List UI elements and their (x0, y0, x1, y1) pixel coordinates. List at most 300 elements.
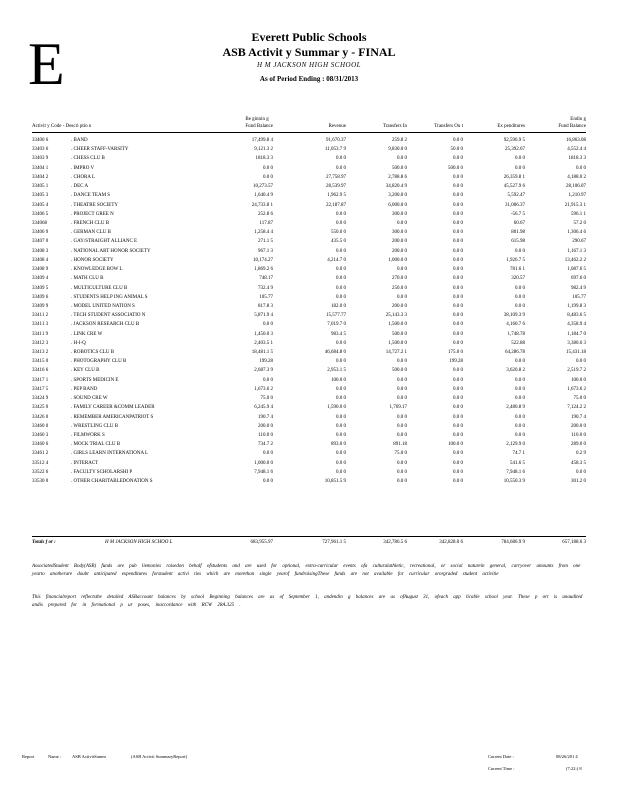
activity-code: 33412 3 (32, 340, 49, 346)
beginning-balance: 9,121.3 2 (254, 147, 273, 153)
transfers-in: 200.0 0 (392, 303, 407, 309)
transfers-in: 500.0 0 (392, 368, 407, 374)
beginning-balance: 0.0 0 (263, 451, 273, 457)
revenue: 0.0 0 (336, 285, 346, 291)
ending-balance: 4,188.0 2 (567, 174, 586, 180)
table-row (0, 394, 618, 403)
beginning-balance: 252.8 6 (258, 211, 273, 217)
beginning-balance: 1818.3 3 (255, 156, 273, 162)
activity-description: . SPORTS MEDICIN E (71, 377, 119, 383)
transfers-out: 0.0 0 (453, 433, 463, 438)
transfers-in: 0.0 0 (397, 156, 407, 162)
transfers-in: 1,500.0 0 (388, 340, 407, 346)
transfers-out: 0.0 0 (453, 174, 463, 180)
transfers-out: 0.0 0 (453, 156, 463, 162)
ending-balance: 190.7 4 (571, 414, 586, 420)
expenditures: 7,948.1 6 (506, 469, 525, 475)
beginning-balance: 1,258.4 4 (254, 230, 273, 236)
activity-code: 33408 3 (32, 248, 49, 254)
table-row (0, 247, 618, 256)
activity-description: . FACULTY SCHOLARSHI P (71, 469, 133, 475)
activity-code: 33416 6 (32, 368, 49, 374)
activity-description: . STUDENTS HELP ING ANIMAL S (71, 294, 148, 300)
table-row (0, 459, 618, 468)
totals-beginning: 683,955.97 (250, 540, 273, 545)
table-row (0, 403, 618, 412)
transfers-out: 0.0 0 (453, 396, 463, 402)
revenue: 0.0 0 (336, 294, 346, 300)
transfers-in: 0.0 0 (397, 294, 407, 300)
expenditures: 60.67 (513, 220, 525, 226)
activity-table (0, 136, 618, 486)
ending-balance: 4,552.4 4 (567, 147, 586, 153)
ending-balance: 1,184.7 0 (567, 331, 586, 337)
revenue: 4,214.7 0 (327, 257, 346, 263)
ending-balance: 57.2 0 (573, 220, 586, 226)
revenue: 10,851.5 9 (324, 479, 346, 485)
expenditures: 64,286.78 (505, 350, 525, 356)
activity-code: 33408 4 (32, 257, 49, 263)
revenue: 0.0 0 (336, 220, 346, 226)
activity-description: . CHORA L (71, 174, 96, 180)
expenditures: 1,748.78 (507, 331, 525, 337)
beginning-balance: 0.0 0 (263, 479, 273, 485)
table-row (0, 348, 618, 357)
transfers-in: 25,143.3 3 (385, 313, 407, 319)
expenditures: 25,392.67 (505, 147, 525, 153)
expenditures: 5,592.47 (507, 193, 525, 199)
totals-revenue: 727,961.1 5 (322, 540, 346, 545)
table-row (0, 468, 618, 477)
table-row (0, 145, 618, 154)
transfers-out: 0.0 0 (453, 303, 463, 309)
revenue: 0.0 0 (336, 248, 346, 254)
transfers-in: 500.0 0 (392, 165, 407, 171)
table-row (0, 311, 618, 320)
activity-description: . THEATRE SOCIETY (71, 202, 118, 208)
activity-code: 33530 0 (32, 479, 49, 485)
ending-balance: 3,380.6 3 (567, 340, 586, 346)
expenditures: 0.0 0 (515, 386, 525, 392)
revenue: 2,953.1 5 (327, 368, 346, 374)
period-ending: As of Period Ending : 08/31/2013 (259, 75, 359, 83)
activity-description: . ROBOTICS CLU B (71, 350, 115, 356)
revenue: 28,539.97 (326, 184, 346, 190)
revenue: 7,019.7 0 (327, 322, 346, 328)
revenue: 435.5 0 (331, 239, 346, 245)
beginning-balance: 817.8 3 (258, 303, 273, 309)
revenue: 15,577.77 (326, 313, 346, 319)
ending-balance: 596.1 1 (571, 211, 586, 217)
totals-expenditures: 784,686.9 9 (501, 540, 525, 545)
activity-code: 33460 0 (32, 423, 49, 429)
ending-balance: 1,210.97 (568, 193, 586, 199)
expenditures: 0.0 0 (515, 414, 525, 420)
ending-balance: 1,306.4 6 (567, 230, 586, 236)
activity-description: . HONOR SOCIETY (71, 257, 114, 263)
transfers-in: 0.0 0 (397, 423, 407, 429)
ending-balance: 75.0 0 (573, 396, 586, 402)
expenditures: 0.0 0 (515, 248, 525, 254)
revenue: 0.0 0 (336, 451, 346, 457)
transfers-in: 0.0 0 (397, 396, 407, 402)
table-row (0, 366, 618, 375)
transfers-out: 0.0 0 (453, 220, 463, 226)
beginning-balance: 5,871.9 4 (254, 313, 273, 319)
activity-description: . MODEL UNITED NATION S (71, 303, 135, 309)
expenditures: 0.0 0 (515, 423, 525, 429)
revenue: 0.0 0 (336, 386, 346, 392)
transfers-out: 0.0 0 (453, 239, 463, 245)
activity-code: 33417 1 (32, 377, 49, 383)
revenue: 91,670.37 (326, 138, 346, 143)
expenditures: 0.0 0 (515, 303, 525, 309)
activity-code: 33461 2 (32, 451, 49, 457)
ending-balance: 289.0 0 (571, 442, 586, 448)
expenditures: 320.57 (511, 276, 525, 282)
table-row (0, 357, 618, 366)
transfers-out: 0.0 0 (453, 184, 463, 190)
table-row (0, 339, 618, 348)
district-logo: E (28, 31, 65, 97)
ending-balance: 0.2 9 (576, 451, 586, 457)
revenue: 0.0 0 (336, 396, 346, 402)
footer-name-label: Name : (48, 754, 62, 759)
transfers-in: 250.0 0 (392, 285, 407, 291)
table-row (0, 376, 618, 385)
activity-description: . FRENCH CLU B (71, 220, 110, 226)
beginning-balance: 1,450.0 3 (254, 331, 273, 337)
activity-description: . GAY/STRAIGHT ALLIANC E (71, 239, 138, 245)
revenue: 0.0 0 (336, 267, 346, 273)
totals-transfers-out: 342,828.0 6 (439, 540, 463, 545)
transfers-out: 0.0 0 (453, 340, 463, 346)
activity-code: 33404 2 (32, 174, 49, 180)
beginning-balance: 190.7 4 (258, 414, 273, 420)
activity-code: 33460 6 (32, 442, 49, 448)
beginning-balance: 18,481.1 5 (251, 350, 273, 356)
transfers-in: 200.0 0 (392, 239, 407, 245)
beginning-balance: 1,869.2 6 (254, 267, 273, 273)
transfers-in: 0.0 0 (397, 220, 407, 226)
ending-balance: 0.0 0 (576, 359, 586, 365)
expenditures: 4,160.7 6 (506, 322, 525, 328)
beginning-balance: 1,640.4 9 (254, 193, 273, 199)
asb-funds-note: AssociatedStudent Body(ASB) funds are pub liemonies raisedon behalf ofstudents and are used for optional, extra-curricular events ofa culturalathletic, recreational, or social naturein general, carryover amounts from one yearto anotherare doubt anticipated expenditures forstudent activi ties which are morethan single yearof fundraisingThese funds are not available for curricular ororgraded student activitie (32, 564, 581, 577)
beginning-balance: 75.0 0 (260, 396, 273, 402)
expenditures: 0.0 0 (515, 165, 525, 171)
transfers-out: 175.0 0 (448, 350, 463, 356)
activity-description: . NATIONAL ART HONOR SOCIETY (71, 248, 151, 254)
ending-balance: 7,124.2 2 (567, 405, 586, 411)
ending-balance: 13,462.2 2 (564, 257, 586, 263)
transfers-out: 50.0 0 (450, 147, 463, 153)
activity-code: 33415 0 (32, 359, 49, 365)
transfers-in: 0.0 0 (397, 267, 407, 273)
revenue: 22,187.87 (326, 202, 346, 208)
beginning-balance: 0.0 0 (263, 322, 273, 328)
transfers-out: 0.0 0 (453, 460, 463, 466)
activity-description: . PROJECT GREE N (71, 211, 114, 217)
table-row (0, 385, 618, 394)
expenditures: 45,527.9 6 (503, 184, 525, 190)
footer-current-date-value: 08/26/201 4 (556, 754, 578, 759)
beginning-balance: 0.0 0 (263, 174, 273, 180)
transfers-out: 0.0 0 (453, 230, 463, 236)
transfers-out: 0.0 0 (453, 285, 463, 291)
revenue: 983.4 5 (331, 331, 346, 337)
expenditures: 3,620.8 2 (506, 368, 525, 374)
table-row (0, 237, 618, 246)
activity-code: 33426 0 (32, 414, 49, 420)
activity-description: . GERMAN CLU B (71, 230, 112, 236)
col-header-code-description: Activit y Code - Descri ptio n (32, 124, 92, 129)
ending-balance: 28,106.07 (566, 184, 586, 190)
activity-code: 33409 4 (32, 276, 49, 282)
activity-description: . BAND (71, 138, 88, 143)
activity-description: . DANCE TEAM S (71, 193, 111, 199)
ending-balance: 290.67 (572, 239, 586, 245)
transfers-in: 1,500.0 0 (388, 322, 407, 328)
ending-balance: 1818.3 3 (568, 156, 586, 162)
activity-code: 33425 0 (32, 405, 49, 411)
transfers-in: 75.0 0 (394, 451, 407, 457)
transfers-out: 0.0 0 (453, 211, 463, 217)
transfers-in: 1,000.0 0 (388, 257, 407, 263)
activity-code: 33512 4 (32, 460, 49, 466)
beginning-balance: 10,273.57 (253, 184, 273, 190)
beginning-balance: 24,733.8 1 (251, 202, 273, 208)
expenditures: 801.98 (511, 230, 525, 236)
transfers-out: 0.0 0 (453, 331, 463, 337)
activity-description: . GIRLS LEARN INTERNATIONA L (71, 451, 149, 457)
transfers-in: 14,727.2 1 (385, 350, 407, 356)
table-row (0, 228, 618, 237)
expenditures: 1,926.7 5 (506, 257, 525, 263)
transfers-out: 0.0 0 (453, 276, 463, 282)
activity-description: . IMPRO V (71, 165, 95, 171)
beginning-balance: 967.1 3 (258, 248, 273, 254)
table-row (0, 431, 618, 440)
ending-balance: 982.4 9 (571, 285, 586, 291)
ending-balance: 0.0 0 (576, 469, 586, 475)
activity-code: 33413 2 (32, 350, 49, 356)
activity-code: 33403 6 (32, 147, 49, 153)
footer-name-value: ASB ActivitSumm (72, 754, 106, 759)
activity-description: . CHEER STAFF-VARSITY (71, 147, 129, 153)
revenue: 1,590.0 0 (327, 405, 346, 411)
expenditures: 10,550.3 9 (503, 479, 525, 485)
col-header-revenue: Revenue (328, 124, 346, 129)
col-header-expenditures: Ex penditures (497, 124, 525, 129)
activity-description: . OTHER CHARITABLEDONATION S (71, 479, 153, 485)
activity-description: . H-I-Q (71, 340, 86, 346)
transfers-out: 0.0 0 (453, 451, 463, 457)
activity-description: . MOCK TRIAL CLU B (71, 442, 121, 448)
expenditures: 2,480.8 9 (506, 405, 525, 411)
expenditures: 2,129.9 0 (506, 442, 525, 448)
revenue: 0.0 0 (336, 423, 346, 429)
revenue: 0.0 0 (336, 433, 346, 438)
revenue: 182.0 0 (331, 303, 346, 309)
revenue: 0.0 0 (336, 165, 346, 171)
activity-code: 33407 0 (32, 239, 49, 245)
activity-code: 33405 4 (32, 202, 49, 208)
totals-label: Totals f or : (32, 540, 56, 545)
transfers-in: 0.0 0 (397, 479, 407, 485)
ending-balance: 8,483.6 5 (567, 313, 586, 319)
transfers-out: 0.0 0 (453, 193, 463, 199)
activity-code: 33404 1 (32, 165, 49, 171)
table-row (0, 293, 618, 302)
transfers-out: 0.0 0 (453, 322, 463, 328)
table-row (0, 274, 618, 283)
ending-balance: 21,915.3 1 (564, 202, 586, 208)
activity-description: . KNOWLEDGE BOW L (71, 267, 123, 273)
activity-code: 33522 6 (32, 469, 49, 475)
expenditures: 615.98 (511, 239, 525, 245)
beginning-balance: 732.4 9 (258, 285, 273, 291)
activity-description: . DEC A (71, 184, 89, 190)
revenue: 46,684.8 0 (324, 350, 346, 356)
activity-code: 33411 9 (32, 331, 49, 337)
col-header-ending-line1: Endin g (570, 117, 586, 122)
table-row (0, 201, 618, 210)
activity-code: 33408 9 (32, 267, 49, 273)
table-row (0, 182, 618, 191)
ending-balance: 301.2 0 (571, 479, 586, 485)
ending-balance: 16,863.08 (566, 138, 586, 143)
ending-balance: 105.77 (572, 294, 586, 300)
report-org-title: Everett Public Schools (251, 30, 367, 44)
beginning-balance: 200.0 0 (258, 423, 273, 429)
ending-balance: 1,673.6 2 (567, 386, 586, 392)
transfers-in: 0.0 0 (397, 469, 407, 475)
activity-description: . FILMWORK S (71, 433, 105, 438)
col-header-ending-line2: Fund Balance (558, 124, 586, 129)
transfers-out: 0.0 0 (453, 294, 463, 300)
table-row (0, 330, 618, 339)
revenue: 11,053.7 9 (324, 147, 346, 153)
table-row (0, 256, 618, 265)
ending-balance: 1,167.1 3 (567, 248, 586, 254)
beginning-balance: 105.77 (259, 294, 273, 300)
revenue: 0.0 0 (336, 340, 346, 346)
table-row (0, 449, 618, 458)
beginning-balance: 6,245.9 4 (254, 405, 273, 411)
transfers-in: 3,200.0 0 (388, 193, 407, 199)
report-title: ASB Activit y Summar y - FINAL (222, 45, 396, 59)
expenditures: 0.0 0 (515, 377, 525, 383)
transfers-out: 100.0 0 (448, 442, 463, 448)
totals-ending: 657,188.6 3 (562, 540, 586, 545)
transfers-in: 0.0 0 (397, 377, 407, 383)
ending-balance: 4,358.9 4 (567, 322, 586, 328)
transfers-in: 891.18 (393, 442, 407, 448)
beginning-balance: 2,403.5 1 (254, 340, 273, 346)
expenditures: 92,596.9 5 (503, 138, 525, 143)
report-disclaimer-note: This financialreport reflectsthe detailed ASBaccount balances by school Beginning balances are as of September 1, andendin g balances are as ofAugust 31, ofeach app licable school year. These p ort is unaudited andis prepared for in formational p ur poses, inaccordance with RCW 28A.325 . (32, 595, 583, 608)
transfers-out: 0.0 0 (453, 423, 463, 429)
table-row (0, 265, 618, 274)
expenditures: 0.0 0 (515, 156, 525, 162)
transfers-in: 500.0 0 (392, 331, 407, 337)
table-row (0, 302, 618, 311)
transfers-in: 270.0 0 (392, 276, 407, 282)
revenue: 0.0 0 (336, 469, 346, 475)
revenue: 0.0 0 (336, 460, 346, 466)
activity-code: 334068 (32, 220, 47, 226)
activity-code: 33406 9 (32, 230, 49, 236)
table-row (0, 320, 618, 329)
expenditures: 541.6 5 (510, 460, 525, 466)
revenue: 1,962.9 5 (327, 193, 346, 199)
activity-description: . JACKSON RESEARCH CLU B (71, 322, 140, 328)
beginning-balance: 10,174.27 (253, 257, 273, 263)
expenditures: 0.0 0 (515, 285, 525, 291)
transfers-in: 1,769.17 (389, 405, 407, 411)
expenditures: 0.0 0 (515, 294, 525, 300)
table-row (0, 219, 618, 228)
transfers-in: 259.8 2 (392, 138, 407, 143)
revenue: 27,758.97 (326, 174, 346, 180)
activity-code: 33460 3 (32, 433, 49, 438)
totals-transfers-in: 342,786.5 6 (383, 540, 407, 545)
col-header-transfers-in: Transfers In (382, 124, 407, 129)
revenue: 0.0 0 (336, 414, 346, 420)
expenditures: 31,006.37 (505, 202, 525, 208)
footer-report-title: (ASB Activit SummaryReport) (131, 754, 187, 759)
activity-description: . PEP BAND (71, 386, 98, 392)
activity-description: . SOUND CRE W (71, 396, 108, 402)
activity-description: . CHESS CLU B (71, 156, 105, 162)
activity-code: 33424 9 (32, 396, 49, 402)
col-header-ending (558, 116, 586, 130)
activity-description: . LINK CRE W (71, 331, 103, 337)
ending-balance: 2,519.7 2 (567, 368, 586, 374)
table-row (0, 210, 618, 219)
activity-description: . PHOTOGRAPHY CLU B (71, 359, 127, 365)
transfers-out: 0.0 0 (453, 267, 463, 273)
expenditures: 0.0 0 (515, 433, 525, 438)
transfers-out: 0.0 0 (453, 248, 463, 254)
ending-balance: 458.3 5 (571, 460, 586, 466)
expenditures: 26,359.8 1 (503, 174, 525, 180)
expenditures: -56.7 5 (510, 211, 525, 217)
school-name: H M JACKSON HIGH SCHOOL (256, 61, 362, 69)
revenue: 893.0 0 (331, 442, 346, 448)
ending-balance: 1,199.8 3 (567, 303, 586, 309)
footer-report-label: Report (22, 754, 35, 759)
footer-current-time-label: Current Time : (488, 766, 515, 771)
activity-code: 33409 6 (32, 294, 49, 300)
transfers-in: 300.0 0 (392, 211, 407, 217)
activity-description: . REMEMBER AMERICANPATRIOT S (71, 414, 154, 420)
beginning-balance: 748.17 (259, 276, 273, 282)
transfers-out: 0.0 0 (453, 405, 463, 411)
activity-code: 33405 3 (32, 193, 49, 199)
beginning-balance: 0.0 0 (263, 377, 273, 383)
ending-balance: 200.0 0 (571, 423, 586, 429)
table-row (0, 191, 618, 200)
beginning-balance: 271.1 5 (258, 239, 273, 245)
beginning-balance: 17,499.8 4 (251, 138, 273, 143)
beginning-balance: 117.87 (259, 220, 273, 226)
transfers-out: 0.0 0 (453, 414, 463, 420)
col-header-transfers-out: Transfers Ou t (434, 124, 463, 129)
table-row (0, 136, 618, 145)
table-row (0, 154, 618, 163)
